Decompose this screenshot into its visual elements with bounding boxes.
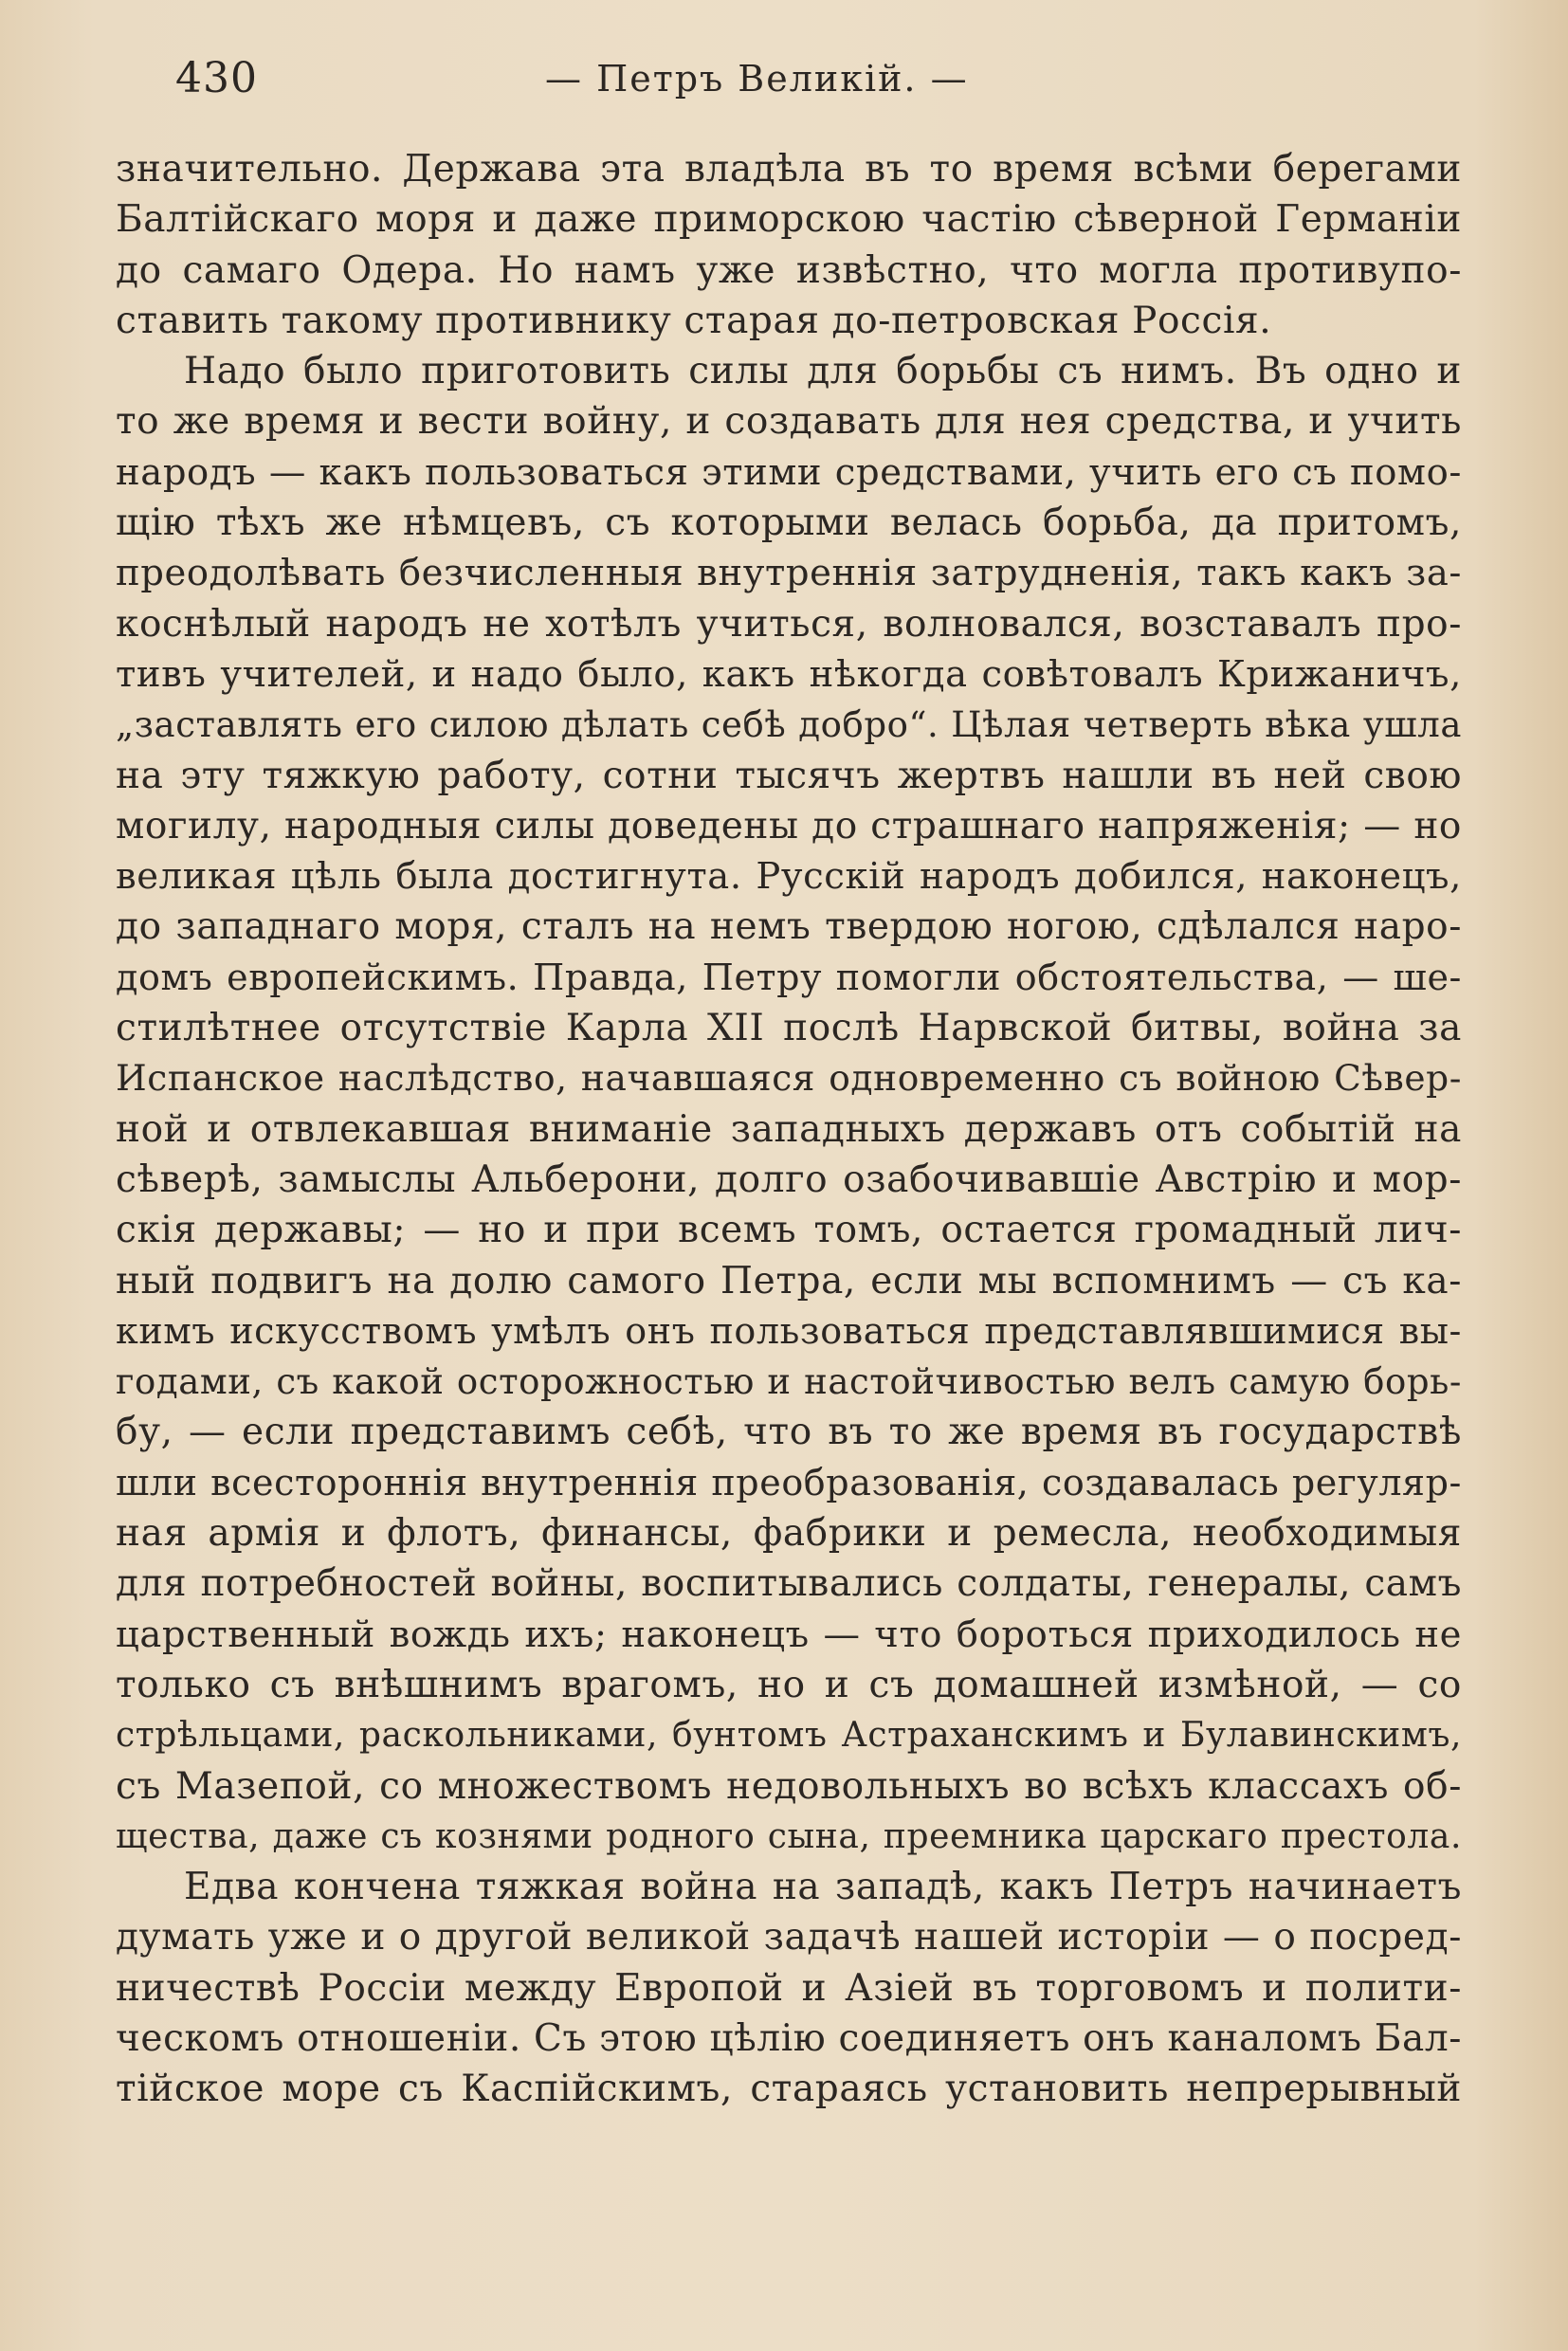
text-line: щества, даже съ кознями родного сына, преемника царскаго престола. — [116, 1816, 1462, 1856]
text-line: ничествѣ Россіи между Европой и Азіей въ торговомъ и полити- — [116, 1966, 1462, 2010]
text-line: ный подвигъ на долю самого Петра, если мы вспомнимъ — съ ка- — [116, 1259, 1462, 1303]
page-header — [175, 46, 1441, 112]
text-line: до западнаго моря, сталъ на немъ твердою ногою, сдѣлался наро- — [116, 905, 1462, 949]
text-line: до самаго Одера. Но намъ уже извѣстно, что могла противупо- — [116, 248, 1462, 292]
text-line: Надо было приготовить силы для борьбы съ нимъ. Въ одно и — [184, 350, 1462, 393]
text-line: стилѣтнее отсутствіе Карла XII послѣ Нарвской битвы, война за — [116, 1007, 1462, 1050]
text-line: тійское море съ Каспійскимъ, стараясь установить непрерывный — [116, 2068, 1462, 2111]
text-line: Испанское наслѣдство, начавшаяся одновременно съ войною Сѣвер- — [116, 1057, 1462, 1100]
text-line: домъ европейскимъ. Правда, Петру помогли обстоятельства, — ше- — [116, 956, 1462, 998]
text-line: коснѣлый народъ не хотѣлъ учиться, волновался, возставалъ про- — [116, 602, 1462, 646]
text-line: стрѣльцами, раскольниками, бунтомъ Астраханскимъ и Булавинскимъ, — [116, 1716, 1462, 1756]
text-line: думать уже и о другой великой задачѣ нашей исторіи — о посред- — [116, 1916, 1462, 1959]
text-line: то же время и вести войну, и создавать для нея средства, и учить — [116, 400, 1462, 444]
text-line: великая цѣль была достигнута. Русскій народъ добился, наконецъ, — [116, 855, 1462, 899]
text-line: ческомъ отношеніи. Съ этою цѣлію соединяетъ онъ каналомъ Бал- — [116, 2016, 1462, 2060]
text-line: преодолѣвать безчисленныя внутреннія затрудненія, такъ какъ за- — [116, 552, 1462, 595]
text-line: годами, съ какой осторожностью и настойчивостью велъ самую борь- — [116, 1361, 1462, 1403]
text-line: ставить такому противнику старая до-петровская Россія. — [116, 299, 1272, 342]
text-line: шли всестороннія внутреннія преобразованія, создавалась регуляр- — [116, 1461, 1462, 1504]
text-line: сѣверѣ, замыслы Альберони, долго озабочивавшіе Австрію и мор- — [116, 1157, 1462, 1201]
text-line: царственный вождь ихъ; наконецъ — что бороться приходилось не — [116, 1613, 1462, 1656]
text-line: кимъ искусствомъ умѣлъ онъ пользоваться представлявшимися вы- — [116, 1309, 1462, 1352]
text-line: Балтійскаго моря и даже приморскою частію сѣверной Германіи — [116, 198, 1462, 242]
text-line: скія державы; — но и при всемъ томъ, остается громадный лич- — [116, 1209, 1462, 1252]
text-line: щію тѣхъ же нѣмцевъ, съ которыми велась борьба, да притомъ, — [116, 501, 1462, 545]
text-line: „заставлять его силою дѣлать себѣ добро“. Цѣлая четверть вѣка ушла — [116, 704, 1462, 746]
text-line: значительно. Держава эта владѣла въ то время всѣми берегами — [116, 148, 1462, 191]
text-line: съ Мазепой, со множествомъ недовольныхъ во всѣхъ классахъ об- — [116, 1764, 1462, 1808]
text-line: для потребностей войны, воспитывались солдаты, генералы, самъ — [116, 1562, 1462, 1606]
page-number: 430 — [175, 54, 258, 102]
text-line: ная армія и флотъ, финансы, фабрики и ремесла, необходимыя — [116, 1512, 1462, 1556]
text-line: ной и отвлекавшая вниманіе западныхъ державъ отъ событій на — [116, 1107, 1462, 1151]
text-line: народъ — какъ пользоваться этими средствами, учить его съ помо- — [116, 450, 1462, 494]
text-line: только съ внѣшнимъ врагомъ, но и съ домашней измѣной, — со — [116, 1663, 1462, 1706]
body-text — [116, 144, 1462, 2115]
running-title: — Петръ Великій. — — [545, 58, 969, 100]
text-line: на эту тяжкую работу, сотни тысячъ жертвъ нашли въ ней свою — [116, 754, 1462, 797]
text-line: тивъ учителей, и надо было, какъ нѣкогда совѣтовалъ Крижаничъ, — [116, 652, 1462, 696]
text-line: могилу, народныя силы доведены до страшнаго напряженія; — но — [116, 804, 1462, 847]
text-line: Едва кончена тяжкая война на западѣ, какъ Петръ начинаетъ — [184, 1866, 1462, 1909]
text-line: бу, — если представимъ себѣ, что въ то же время въ государствѣ — [116, 1411, 1462, 1454]
